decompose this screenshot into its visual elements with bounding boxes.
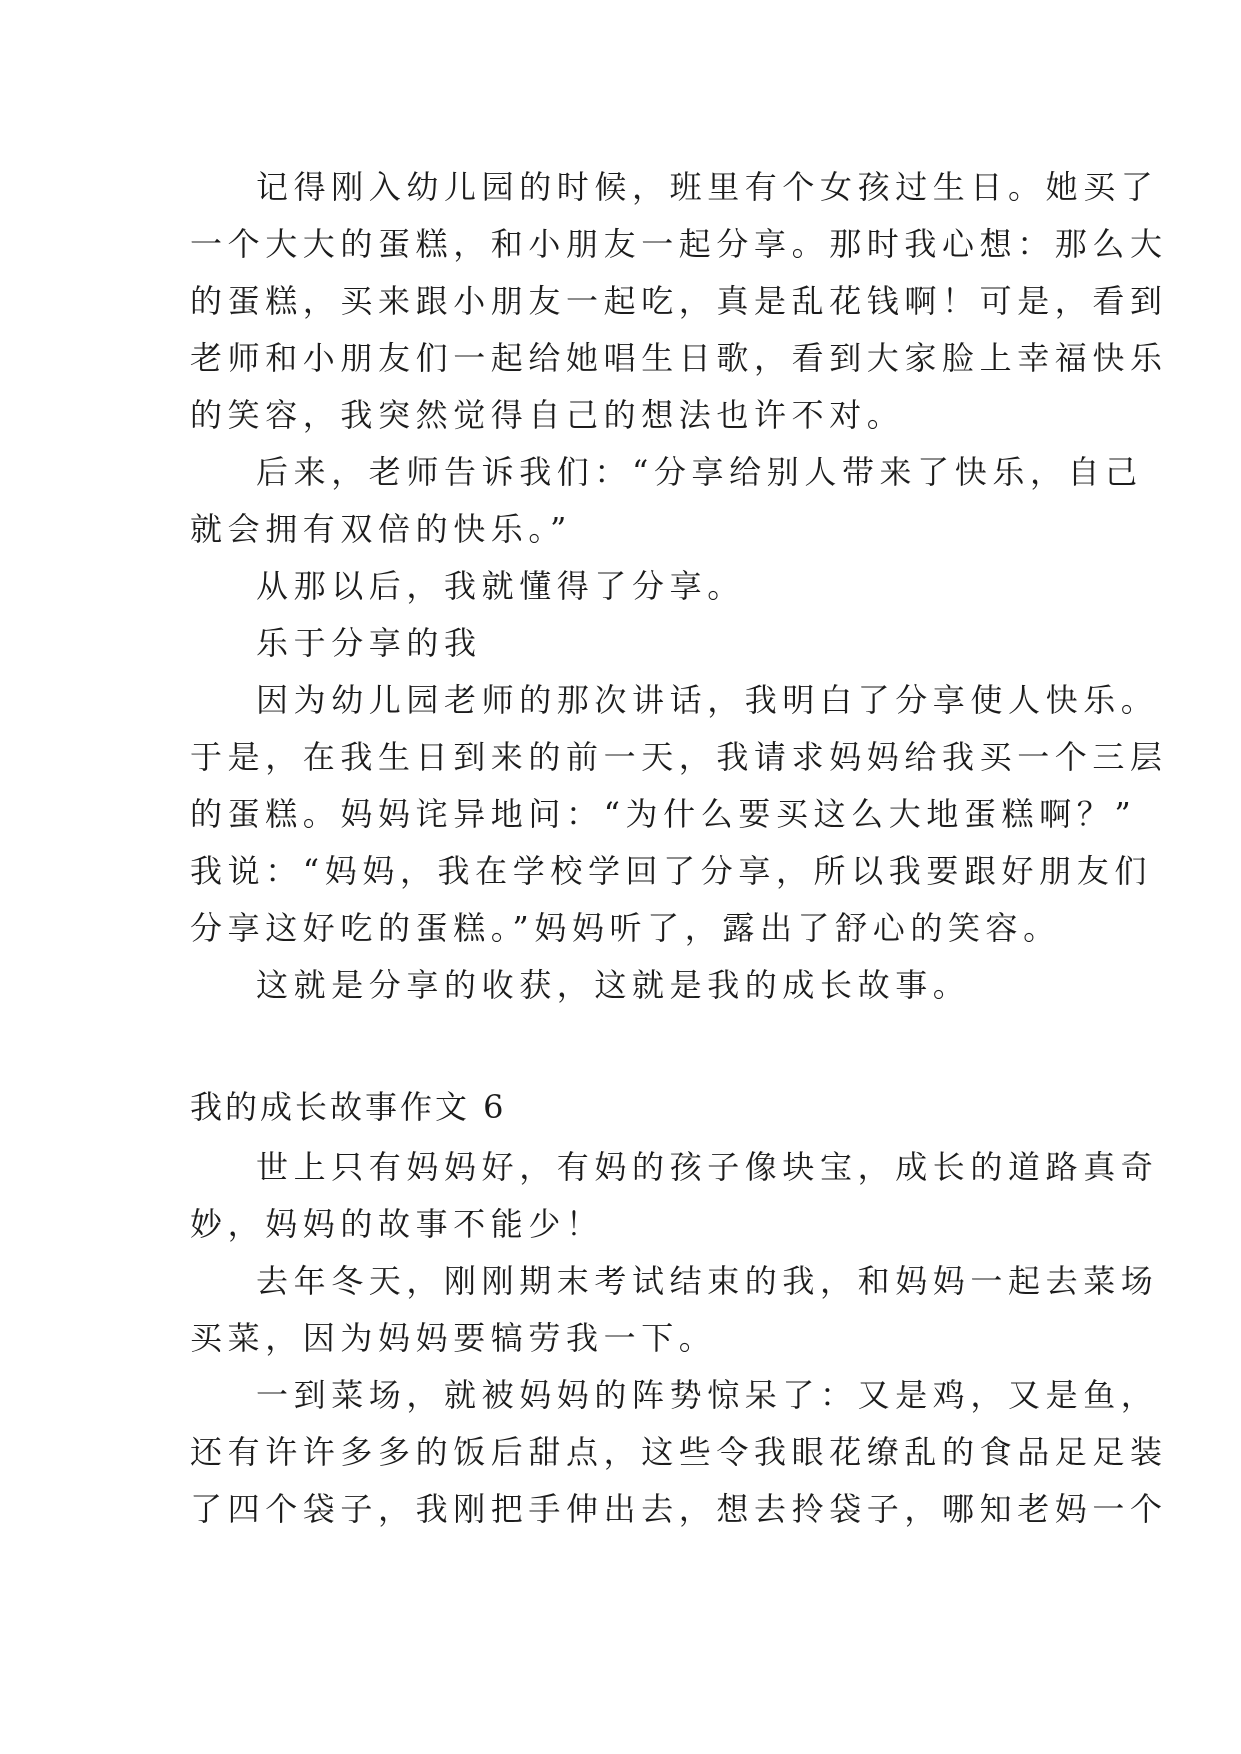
text-line: 因为幼儿园老师的那次讲话，我明白了分享使人快乐。 (256, 681, 1159, 719)
text-line: 我说：“妈妈，我在学校学回了分享，所以我要跟好朋友们 (190, 852, 1152, 890)
text-line: 去年冬天，刚刚期末考试结束的我，和妈妈一起去菜场 (256, 1262, 1159, 1300)
text-line: 于是，在我生日到来的前一天，我请求妈妈给我买一个三层 (190, 738, 1168, 776)
text-line: 世上只有妈妈好，有妈的孩子像块宝，成长的道路真奇 (256, 1148, 1159, 1186)
text-line: 还有许许多多的饭后甜点，这些令我眼花缭乱的食品足足装 (190, 1433, 1168, 1471)
text-line: 从那以后，我就懂得了分享。 (256, 567, 745, 605)
text-line: 买菜，因为妈妈要犒劳我一下。 (190, 1319, 717, 1357)
section-heading: 我的成长故事作文 6 (190, 1088, 507, 1126)
text-line: 记得刚入幼儿园的时候，班里有个女孩过生日。她买了 (256, 168, 1159, 206)
text-line: 一到菜场，就被妈妈的阵势惊呆了：又是鸡，又是鱼， (256, 1376, 1159, 1414)
text-line: 的蛋糕，买来跟小朋友一起吃，真是乱花钱啊！可是，看到 (190, 282, 1168, 320)
text-line: 老师和小朋友们一起给她唱生日歌，看到大家脸上幸福快乐 (190, 339, 1168, 377)
subheading-line: 乐于分享的我 (256, 624, 482, 662)
text-line: 这就是分享的收获，这就是我的成长故事。 (256, 966, 971, 1004)
text-line: 的笑容，我突然觉得自己的想法也许不对。 (190, 396, 905, 434)
text-line: 一个大大的蛋糕，和小朋友一起分享。那时我心想：那么大 (190, 225, 1168, 263)
text-line: 后来，老师告诉我们：“分享给别人带来了快乐，自己 (256, 453, 1143, 491)
text-line: 的蛋糕。妈妈诧异地问：“为什么要买这么大地蛋糕啊？” (190, 795, 1137, 833)
text-line: 就会拥有双倍的快乐。” (190, 510, 572, 548)
text-line: 分享这好吃的蛋糕。”妈妈听了，露出了舒心的笑容。 (190, 909, 1061, 947)
text-line: 了四个袋子，我刚把手伸出去，想去拎袋子，哪知老妈一个 (190, 1490, 1168, 1528)
text-line: 妙，妈妈的故事不能少！ (190, 1205, 604, 1243)
